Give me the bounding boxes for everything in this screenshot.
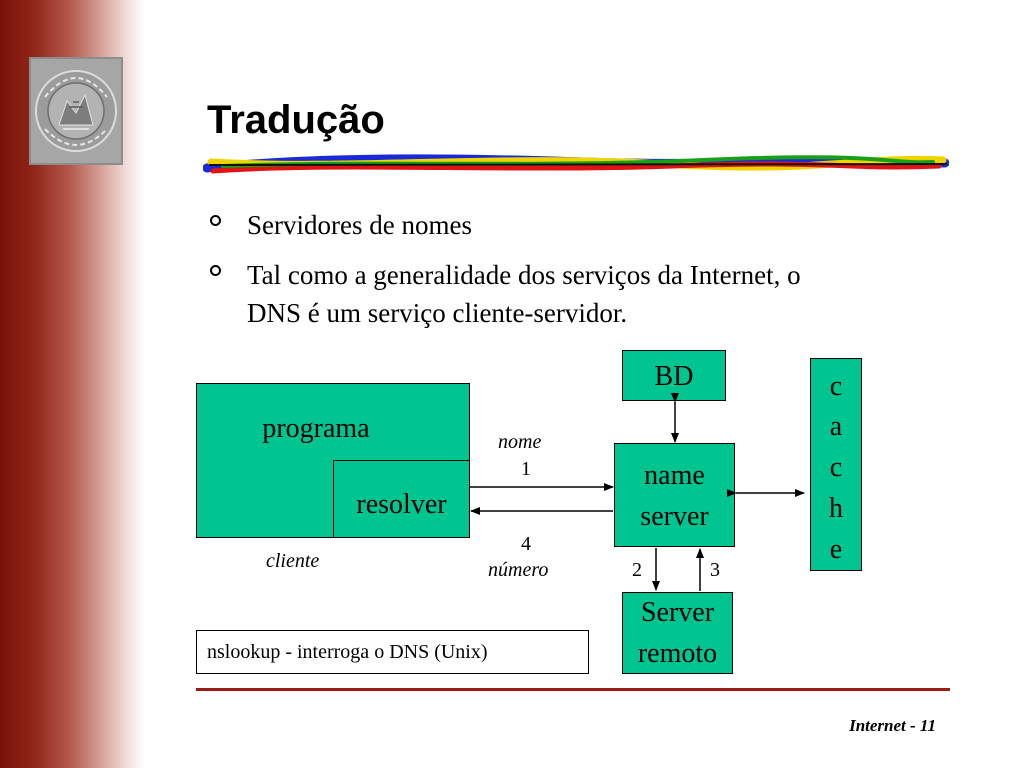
query-step-number: 2 [632,559,642,581]
footer-divider [196,688,950,691]
footer-page-label: Internet - 11 [849,716,936,735]
remote-server-label-line-1: Server [640,597,715,628]
bullet-text-line-2: DNS é um serviço cliente-servidor. [247,298,628,328]
cache-letter: e [829,534,843,565]
database-label: BD [654,361,694,392]
request-step-number: 1 [521,458,531,480]
reply-label: número [488,559,549,581]
nslookup-note-text: nslookup - interroga o DNS (Unix) [207,641,488,663]
cache-letter: c [829,371,843,402]
program-label: programa [262,413,370,444]
cache-letter: h [829,493,843,524]
name-server-label-line-1: name [644,460,705,491]
resolver-label: resolver [356,489,447,520]
nslookup-note-box [196,630,589,674]
reply-step-number: 4 [521,533,531,555]
request-label: nome [498,431,542,453]
answer-step-number: 3 [710,559,720,581]
cache-letter: a [829,411,843,442]
client-caption: cliente [266,550,320,572]
bullet-text: Servidores de nomes [247,210,472,240]
remote-server-label-line-2: remoto [637,638,718,669]
bullet-text-line-1: Tal como a generalidade dos serviços da Internet, o [247,260,801,290]
cache-letter: c [829,452,843,483]
name-server-label-line-2: server [640,501,709,532]
slide-title: Tradução [207,98,385,142]
